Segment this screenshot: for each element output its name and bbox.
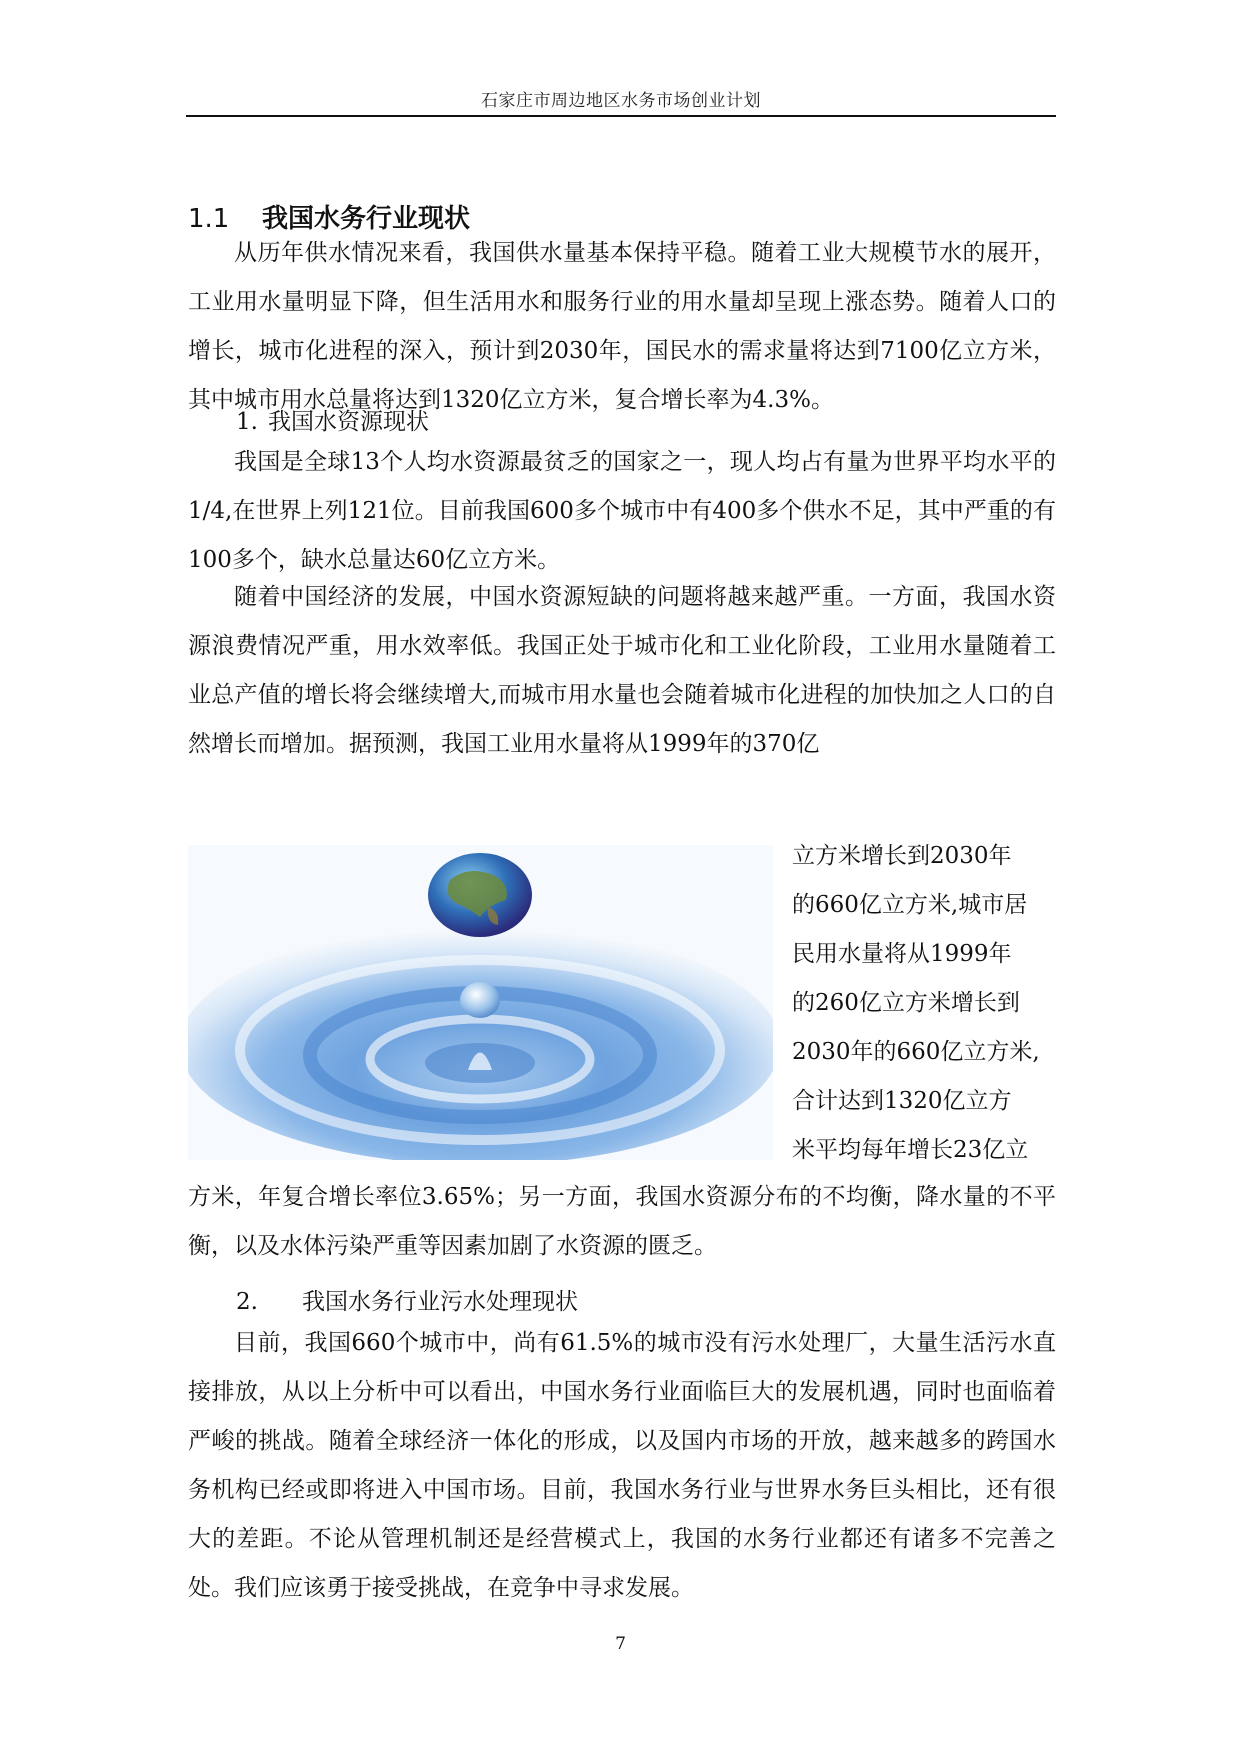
subheading-number: 2. (236, 1289, 258, 1315)
wrap-line: 的660亿立方米,城市居 (792, 892, 1028, 918)
subheading-title: 我国水资源现状 (268, 409, 429, 435)
paragraph-sewage-status: 目前，我国660个城市中，尚有61.5%的城市没有污水处理厂，大量生活污水直接排放，从以上分析中可以看出，中国水务行业面临巨大的发展机遇，同时也面临着严峻的挑战。随着全球经济一体化的形成，以及国内市场的开放，越来越多的跨国水务机构已经或即将进入中国市场。目前，我国水务行业与世界水务巨头相比，还有很大的差距。不论从管理机制还是经营模式上，我国的水务行业都还有诸多不完善之处。我们应该勇于接受挑战，在竞争中寻求发展。 (188, 1330, 1056, 1601)
paragraph-water-supply: 从历年供水情况来看，我国供水量基本保持平稳。随着工业大规模节水的展开，工业用水量明显下降，但生活用水和服务行业的用水量却呈现上涨态势。随着人口的增长，城市化进程的深入，预计到2030年，国民水的需求量将达到7100亿立方米，其中城市用水总量将达到1320亿立方米，复合增长率为4.3%。 (188, 240, 1056, 413)
text-wrap-column (792, 832, 1056, 1175)
wrap-line: 2030年的660亿立方米, (792, 1039, 1040, 1065)
wrap-line: 民用水量将从1999年 (792, 941, 1012, 967)
globe-water-drop-illustration (188, 845, 773, 1160)
paragraph-shortage-outlook: 随着中国经济的发展，中国水资源短缺的问题将越来越严重。一方面，我国水资源浪费情况严重，用水效率低。我国正处于城市化和工业化阶段，工业用水量随着工业总产值的增长将会继续增大,而城市用水量也会随着城市化进程的加快加之人口的自然增长而增加。据预测，我国工业用水量将从1999年的370亿 (188, 584, 1056, 757)
section-title: 我国水务行业现状 (262, 204, 471, 234)
page-number: 7 (615, 1634, 626, 1654)
running-header: 石家庄市周边地区水务市场创业计划 (481, 91, 761, 111)
globe-water-drop-image (188, 845, 773, 1160)
wrap-line: 立方米增长到2030年 (792, 843, 1012, 869)
paragraph-shortage-continued: 方米，年复合增长率位3.65%；另一方面，我国水资源分布的不均衡，降水量的不平衡，以及水体污染严重等因素加剧了水资源的匮乏。 (188, 1184, 1056, 1259)
section-number: 1.1 (188, 204, 230, 234)
wrap-line: 的260亿立方米增长到 (792, 990, 1020, 1016)
subheading-title: 我国水务行业污水处理现状 (302, 1289, 578, 1315)
subheading-sewage-treatment (236, 1283, 578, 1316)
subheading-number: 1. (236, 409, 258, 435)
wrap-line: 米平均每年增长23亿立 (792, 1137, 1029, 1163)
paragraph-water-scarcity: 我国是全球13个人均水资源最贫乏的国家之一，现人均占有量为世界平均水平的1/4,在世界上列121位。目前我国600多个城市中有400多个供水不足，其中严重的有100多个，缺水总量达60亿立方米。 (188, 449, 1056, 573)
wrap-line: 合计达到1320亿立方 (792, 1088, 1012, 1114)
subheading-water-resources (236, 403, 429, 436)
header-rule (186, 115, 1056, 117)
